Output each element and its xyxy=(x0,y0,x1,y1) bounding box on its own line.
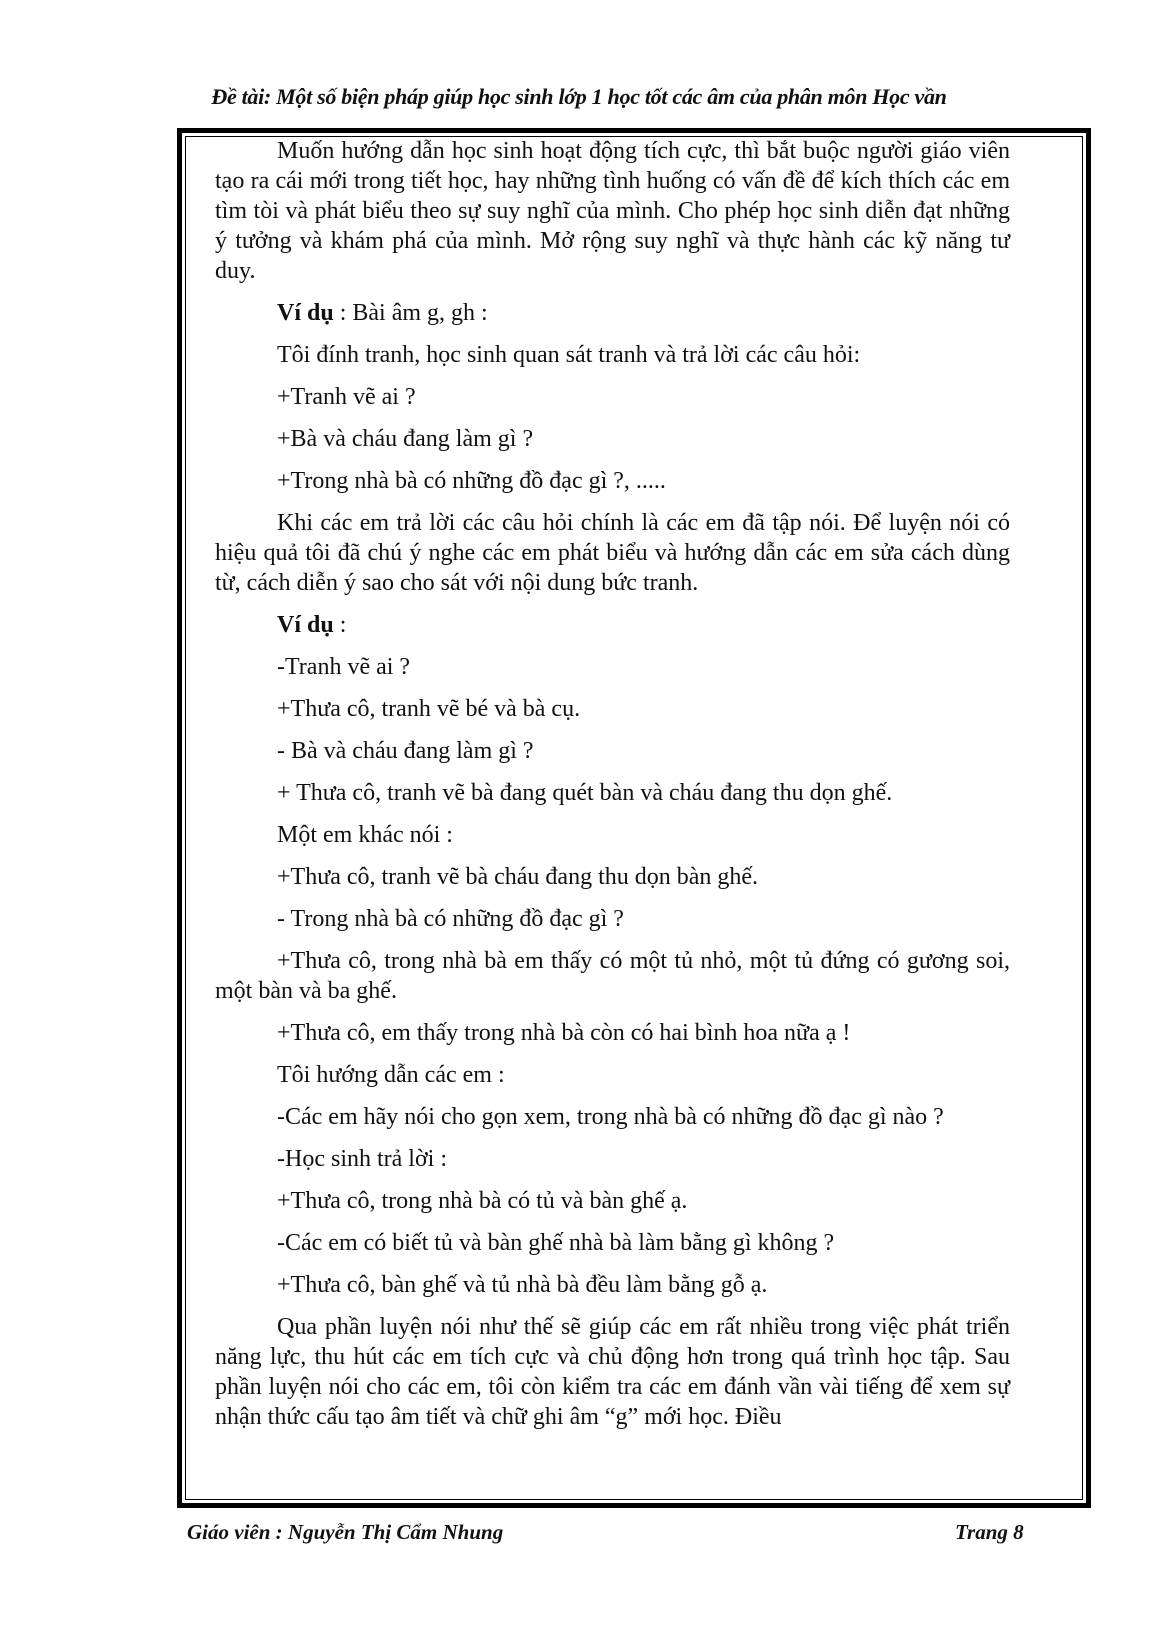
paragraph-text: -Các em có biết tủ và bàn ghế nhà bà làm bằng gì không ? xyxy=(277,1230,835,1256)
paragraph-text: +Thưa cô, tranh vẽ bé và bà cụ. xyxy=(277,696,581,722)
paragraph-text: Muốn hướng dẫn học sinh hoạt động tích cực, thì bắt buộc người giáo viên tạo ra cái mới trong tiết học, hay những tình huống có vấn đề để kích thích các em tìm tòi và phát biểu theo sự suy nghĩ của mình. Cho phép học sinh diễn đạt những ý tưởng và khám phá của mình. Mở rộng suy nghĩ và thực hành các kỹ năng tư duy. xyxy=(215,138,1010,284)
body-paragraph xyxy=(215,1312,1010,1432)
paragraph-text: +Bà và cháu đang làm gì ? xyxy=(277,426,534,452)
paragraph-text: Khi các em trả lời các câu hỏi chính là các em đã tập nói. Để luyện nói có hiệu quả tôi đã chú ý nghe các em phát biểu và hướng dẫn các em sửa cách dùng từ, cách diễn ý sao cho sát với nội dung bức tranh. xyxy=(215,510,1010,596)
body-paragraph xyxy=(215,136,1010,286)
body-line xyxy=(215,424,1010,454)
paragraph-text: Một em khác nói : xyxy=(277,822,453,848)
paragraph-text: : Bài âm g, gh : xyxy=(333,300,488,326)
example-label: Ví dụ xyxy=(277,300,334,326)
paragraph-text: Qua phần luyện nói như thế sẽ giúp các em rất nhiều trong việc phát triển năng lực, thu hút các em tích cực và chủ động hơn trong quá trình học tập. Sau phần luyện nói cho các em, tôi còn kiểm tra các em đánh vần vài tiếng để xem sự nhận thức cấu tạo âm tiết và chữ ghi âm “g” mới học. Điều xyxy=(215,1314,1010,1430)
paragraph-text: +Thưa cô, bàn ghế và tủ nhà bà đều làm bằng gỗ ạ. xyxy=(277,1272,768,1298)
document-header-title: Đề tài: Một số biện pháp giúp học sinh lớp 1 học tốt các âm của phân môn Học vần xyxy=(211,84,947,109)
body-line xyxy=(215,1270,1010,1300)
paragraph-text: Tôi đính tranh, học sinh quan sát tranh và trả lời các câu hỏi: xyxy=(277,342,861,368)
body-line xyxy=(215,862,1010,892)
paragraph-text: +Thưa cô, trong nhà bà có tủ và bàn ghế ạ. xyxy=(277,1188,688,1214)
paragraph-text: +Thưa cô, tranh vẽ bà cháu đang thu dọn bàn ghế. xyxy=(277,864,759,890)
body-line xyxy=(215,1144,1010,1174)
body-line xyxy=(215,904,1010,934)
paragraph-text: +Thưa cô, em thấy trong nhà bà còn có hai bình hoa nữa ạ ! xyxy=(277,1020,851,1046)
paragraph-text: +Tranh vẽ ai ? xyxy=(277,384,416,410)
body-line xyxy=(215,736,1010,766)
paragraph-text: +Thưa cô, trong nhà bà em thấy có một tủ nhỏ, một tủ đứng có gương soi, một bàn và ba ghế. xyxy=(215,948,1010,1004)
body-line xyxy=(215,652,1010,682)
body-paragraph xyxy=(215,508,1010,598)
body-line xyxy=(215,778,1010,808)
body-line xyxy=(215,382,1010,412)
body-paragraph xyxy=(215,946,1010,1006)
body-line xyxy=(215,1228,1010,1258)
footer-author: Giáo viên : Nguyễn Thị Cẩm Nhung xyxy=(187,1520,504,1544)
paragraph-text: : xyxy=(333,612,347,638)
paragraph-text: + Thưa cô, tranh vẽ bà đang quét bàn và cháu đang thu dọn ghế. xyxy=(277,780,893,806)
body-line xyxy=(215,1018,1010,1048)
body-line xyxy=(215,820,1010,850)
paragraph-text: Tôi hướng dẫn các em : xyxy=(277,1062,505,1088)
paragraph-text: - Bà và cháu đang làm gì ? xyxy=(277,738,534,764)
body-line xyxy=(215,1186,1010,1216)
body-line xyxy=(215,340,1010,370)
body-line xyxy=(215,466,1010,496)
paragraph-text: -Học sinh trả lời : xyxy=(277,1146,447,1172)
body-line xyxy=(215,1102,1010,1132)
example-heading xyxy=(215,298,1010,328)
paragraph-text: +Trong nhà bà có những đồ đạc gì ?, ..... xyxy=(277,468,666,494)
example-heading xyxy=(215,610,1010,640)
paragraph-text: -Tranh vẽ ai ? xyxy=(277,654,411,680)
body-line xyxy=(215,694,1010,724)
body-line xyxy=(215,1060,1010,1090)
paragraph-text: -Các em hãy nói cho gọn xem, trong nhà bà có những đồ đạc gì nào ? xyxy=(277,1104,944,1130)
paragraph-text: - Trong nhà bà có những đồ đạc gì ? xyxy=(277,906,624,932)
footer-page-number: Trang 8 xyxy=(955,1520,1024,1544)
document-body xyxy=(215,136,1010,1432)
example-label: Ví dụ xyxy=(277,612,334,638)
